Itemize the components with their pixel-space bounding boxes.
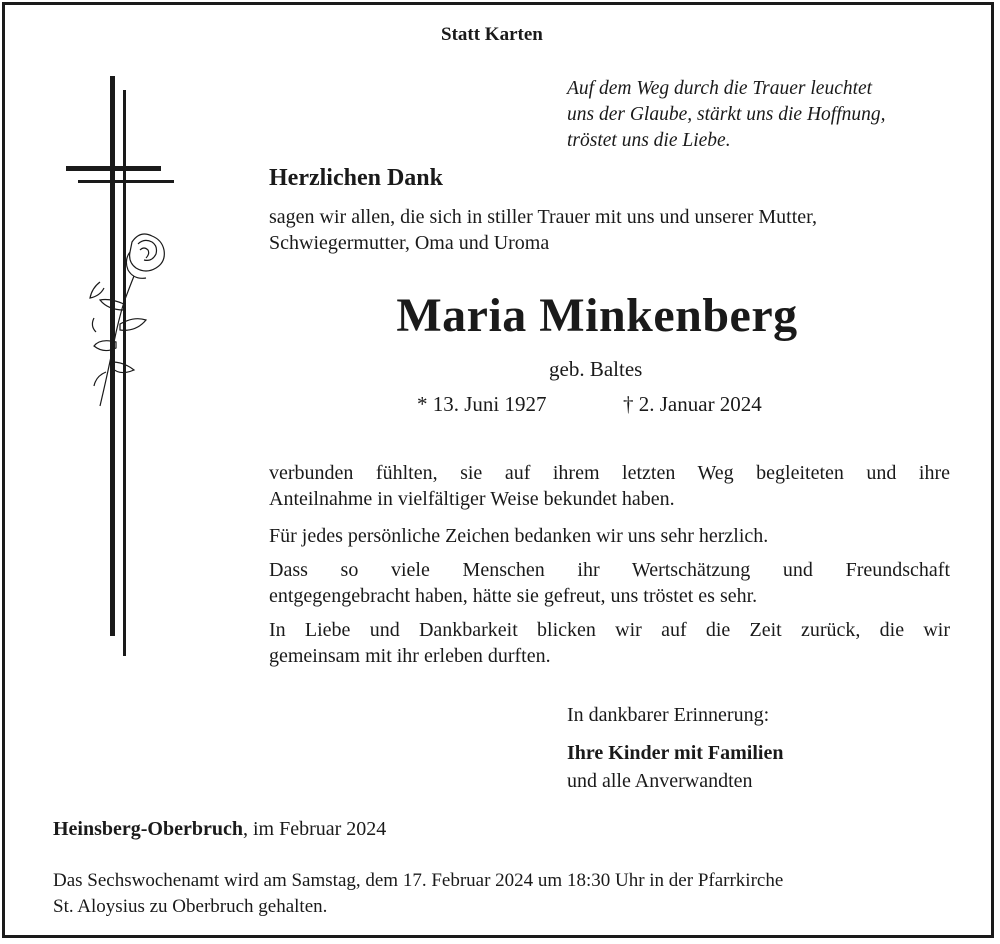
thanks-line: sagen wir allen, die sich in stiller Trauer mit uns und unserer Mutter, (269, 206, 817, 228)
family-signature (567, 739, 783, 795)
body-line: entgegengebracht haben, hätte sie gefreut, uns tröstet es sehr. (269, 585, 758, 607)
thanks-text (269, 204, 949, 256)
body-paragraph-2 (269, 523, 950, 549)
birth-date: * 13. Juni 1927 (417, 392, 547, 416)
motto-quote (567, 76, 885, 154)
body-paragraph-4 (269, 617, 950, 669)
maiden-name: geb. Baltes (549, 357, 643, 381)
relatives-line: und alle Anverwandten (567, 770, 753, 792)
death-date: † 2. Januar 2024 (623, 392, 762, 416)
thanks-heading: Herzlichen Dank (269, 165, 443, 191)
body-paragraph-1 (269, 460, 950, 512)
body-line: Dass so viele Menschen ihr Wertschätzung und Freundschaft (269, 559, 950, 581)
deceased-name (0, 288, 1000, 343)
motto-line: Auf dem Weg durch die Trauer leuchtet (567, 78, 873, 99)
body-line: Anteilnahme in vielfältiger Weise bekundet haben. (269, 488, 675, 510)
place-date-text: , im Februar 2024 (243, 818, 387, 840)
cross-with-rose-icon (60, 72, 180, 662)
body-line: Für jedes persönliche Zeichen bedanken wir uns sehr herzlich. (269, 525, 769, 547)
notice-line: Das Sechswochenamt wird am Samstag, dem 17. Februar 2024 um 18:30 Uhr in der Pfarrkirche (53, 870, 784, 891)
body-paragraph-3 (269, 557, 950, 609)
notice-line: St. Aloysius zu Oberbruch gehalten. (53, 896, 328, 917)
header-title: Statt Karten (441, 24, 543, 45)
service-notice (53, 868, 783, 920)
body-line: In Liebe und Dankbarkeit blicken wir auf die Zeit zurück, die wir (269, 619, 950, 641)
body-line: verbunden fühlten, sie auf ihrem letzten Weg begleiteten und ihre (269, 462, 950, 484)
place-date (53, 818, 386, 841)
motto-line: uns der Glaube, stärkt uns die Hoffnung, (567, 104, 886, 125)
thanks-line: Schwiegermutter, Oma und Uroma (269, 232, 550, 254)
remembrance-line: In dankbarer Erinnerung: (567, 704, 770, 726)
family-name: Ihre Kinder mit Familien (567, 742, 784, 764)
place-town: Heinsberg-Oberbruch (53, 818, 243, 840)
motto-line: tröstet uns die Liebe. (567, 130, 731, 151)
deceased-name-text: Maria Minkenberg (396, 289, 798, 342)
body-line: gemeinsam mit ihr erleben durften. (269, 645, 551, 667)
